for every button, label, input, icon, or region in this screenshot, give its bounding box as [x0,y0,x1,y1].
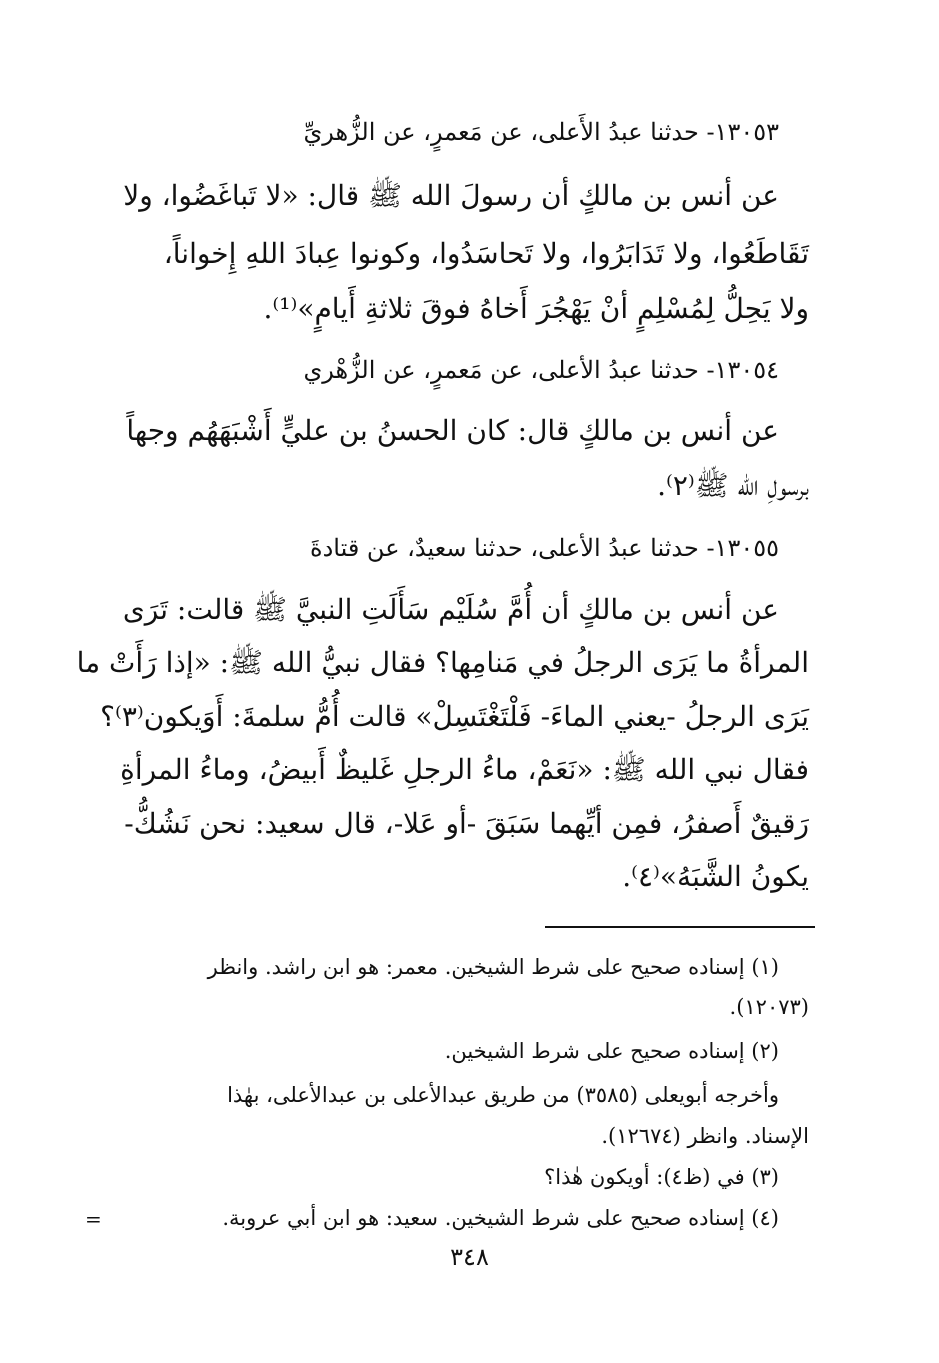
hadith-header: ١٣٠٥٣- حدثنا عبدُ الأَعلى، عن مَعمرٍ، عن الزُّهريِّ [303,118,779,146]
footnote-line: (٢) إسناده صحيح على شرط الشيخين. [444,1039,779,1063]
footnote-line: الإسناد. وانظر (١٢٦٧٤). [601,1124,809,1148]
hadith-text-line: عن أنس بن مالكٍ قال: كان الحسنُ بن عليٍّ أَشْبَهَهُم وجهاً [126,414,779,447]
footnote-line: (٤) إسناده صحيح على شرط الشيخين. سعيد: هو ابن أبي عروبة. [222,1206,779,1230]
footnote-line: وأخرجه أبويعلى (٣٥٨٥) من طريق عبدالأعلى بن عبدالأعلى، بهٰذا [227,1083,779,1107]
hadith-text-line: عن أنس بن مالكٍ أن رسولَ الله ﷺ قال: «لا تَباغَضُوا، ولا [123,179,779,212]
hadith-text-line: المرأةُ ما يَرَى الرجلُ في مَنامِها؟ فقال نبيُّ الله ﷺ: «إذا رَأَتْ ما [76,646,809,679]
hadith-text-line: برسولِ الله ﷺ⁽٢⁾. [657,469,809,502]
hadith-header: ١٣٠٥٤- حدثنا عبدُ الأعلى، عن مَعمرٍ، عن الزُّهْري [303,356,779,384]
footnote-line: (١٢٠٧٣). [729,995,809,1019]
hadith-header: ١٣٠٥٥- حدثنا عبدُ الأعلى، حدثنا سعيدٌ، عن قتادةَ [310,534,779,562]
hadith-text-line: ولا يَحِلُّ لِمُسْلِمٍ أنْ يَهْجُرَ أَخاهُ فوقَ ثلاثةِ أَيامٍ»⁽¹⁾. [263,292,809,325]
footnote-separator [545,926,815,928]
hadith-text-line: يَرَى الرجلُ -يعني الماءَ- فَلْتَغْتَسِلْ» قالت أُمُّ سلمةَ: أَوَيكون⁽٣⁾؟ [100,700,809,733]
hadith-text-line: رَقيقٌ أَصفرُ، فمِن أيِّهما سَبَقَ -أو عَلا-، قال سعيد: نحن نَشُكُّ- [124,807,809,840]
hadith-text-line: عن أنس بن مالكٍ أن أُمَّ سُلَيْم سَأَلَتِ النبيَّ ﷺ قالت: تَرَى [122,593,779,626]
hadith-text-line: تَقَاطَعُوا، ولا تَدَابَرُوا، ولا تَحاسَدُوا، وكونوا عِبادَ اللهِ إِخواناً، [163,237,809,270]
continuation-mark: = [85,1207,102,1231]
footnote-line: (٣) في (ظ٤): أويكون هٰذا؟ [544,1165,779,1189]
hadith-text-line: فقال نبي الله ﷺ: «نَعَمْ، ماءُ الرجلِ غَليظٌ أَبيضُ، وماءُ المرأةِ [120,753,809,786]
page-number: ٣٤٨ [450,1243,489,1271]
hadith-text-line: يكونُ الشَّبَهُ»⁽٤⁾. [622,860,809,893]
footnote-line: (١) إسناده صحيح على شرط الشيخين. معمر: هو ابن راشد. وانظر [207,955,779,979]
